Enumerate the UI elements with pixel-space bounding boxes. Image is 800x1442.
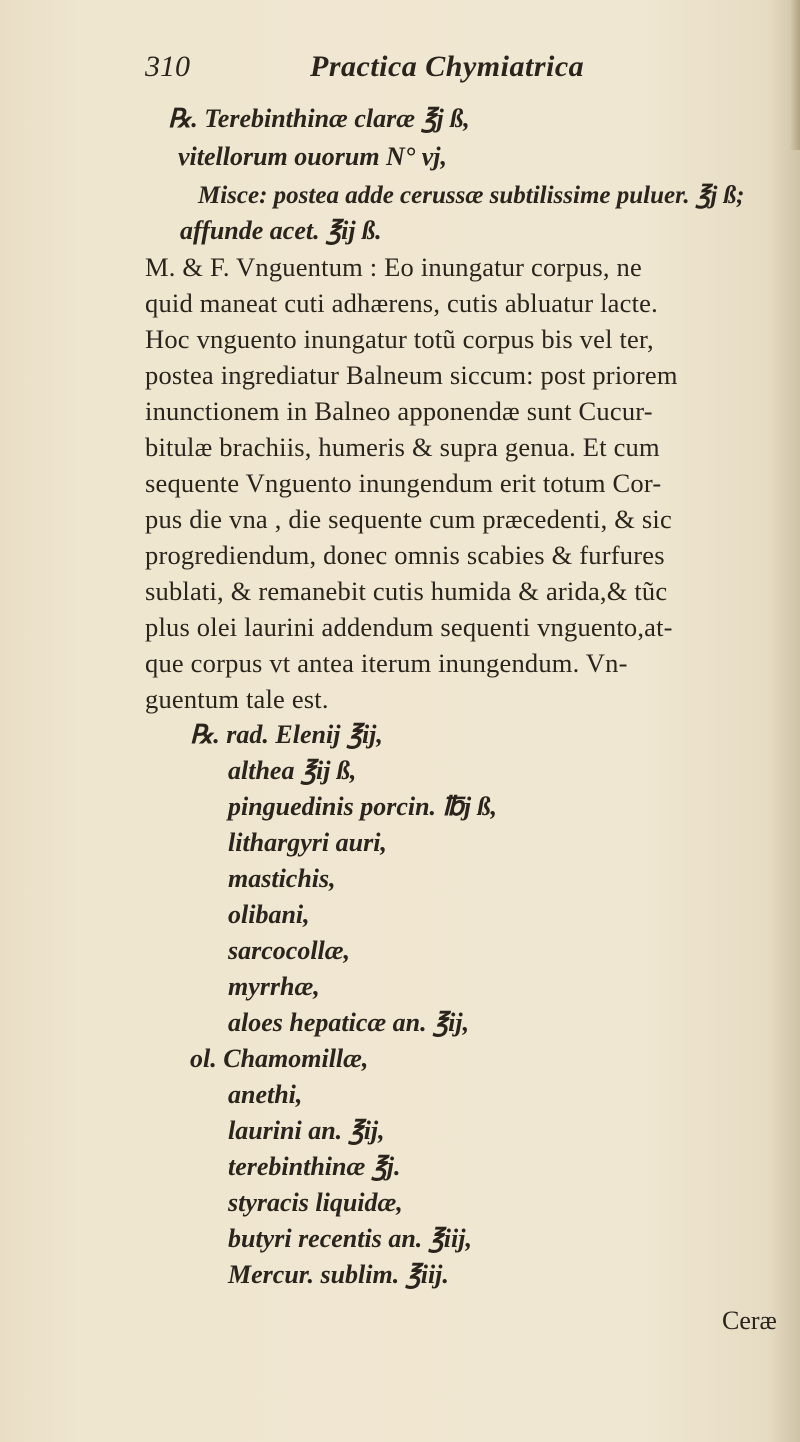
recipe2-line: olibani, [228, 900, 310, 929]
body-line: pus die vna , die sequente cum præcedenti, & sic [145, 504, 672, 534]
recipe1-line: vitellorum ouorum N° vj, [178, 142, 447, 171]
body-line: Hoc vnguento inungatur totũ corpus bis vel ter, [145, 324, 654, 354]
recipe1-line: affunde acet. ℥ij ß. [180, 216, 382, 245]
recipe2-line: althea ℥ij ß, [228, 756, 357, 785]
catchword: Ceræ [722, 1306, 777, 1335]
body-line: que corpus vt antea iterum inungendum. Vn- [145, 648, 628, 678]
body-line: postea ingrediatur Balneum siccum: post priorem [145, 360, 678, 390]
body-line: progrediendum, donec omnis scabies & furfures [145, 540, 665, 570]
page-header [145, 50, 665, 94]
recipe2-line: ol. Chamomillæ, [190, 1044, 369, 1073]
recipe2-line: myrrhæ, [228, 972, 320, 1001]
body-line: sequente Vnguento inungendum erit totum Cor- [145, 468, 662, 498]
body-line: quid maneat cuti adhærens, cutis abluatur lacte. [145, 288, 658, 318]
recipe2-line: aloes hepaticæ an. ℥ij, [228, 1008, 470, 1037]
recipe2-line: anethi, [228, 1080, 303, 1109]
recipe2-line: styracis liquidæ, [228, 1188, 403, 1217]
body-line: inunctionem in Balneo apponendæ sunt Cucur- [145, 396, 653, 426]
running-title: Practica Chymiatrica [310, 50, 585, 83]
recipe2-line: sarcocollæ, [228, 936, 351, 965]
recipe2-line: mastichis, [228, 864, 336, 893]
body-line: sublati, & remanebit cutis humida & arida,& tũc [145, 576, 668, 606]
recipe2-line: pinguedinis porcin. ℔j ß, [228, 792, 498, 821]
recipe2-line: terebinthinæ ℥j. [228, 1152, 401, 1181]
recipe1-line: Misce: postea adde cerussæ subtilissime puluer. ℥j ß; [198, 182, 745, 209]
body-line: M. & F. Vnguentum : Eo inungatur corpus, ne [145, 252, 642, 282]
page-number: 310 [145, 50, 190, 83]
recipe2-line: laurini an. ℥ij, [228, 1116, 385, 1145]
recipe2-line: lithargyri auri, [228, 828, 387, 857]
recipe2-line: ℞. rad. Elenij ℥ij, [190, 720, 383, 749]
recipe2-line: Mercur. sublim. ℥iij. [228, 1260, 449, 1289]
body-line: guentum tale est. [145, 684, 329, 714]
recipe1-line: ℞. Terebinthinæ claræ ℥j ß, [168, 104, 470, 133]
recipe2-line: butyri recentis an. ℥iij, [228, 1224, 472, 1253]
body-line: plus olei laurini addendum sequenti vnguento,at- [145, 612, 673, 642]
body-line: bitulæ brachiis, humeris & supra genua. Et cum [145, 432, 660, 462]
page-edge-shadow [790, 0, 800, 150]
